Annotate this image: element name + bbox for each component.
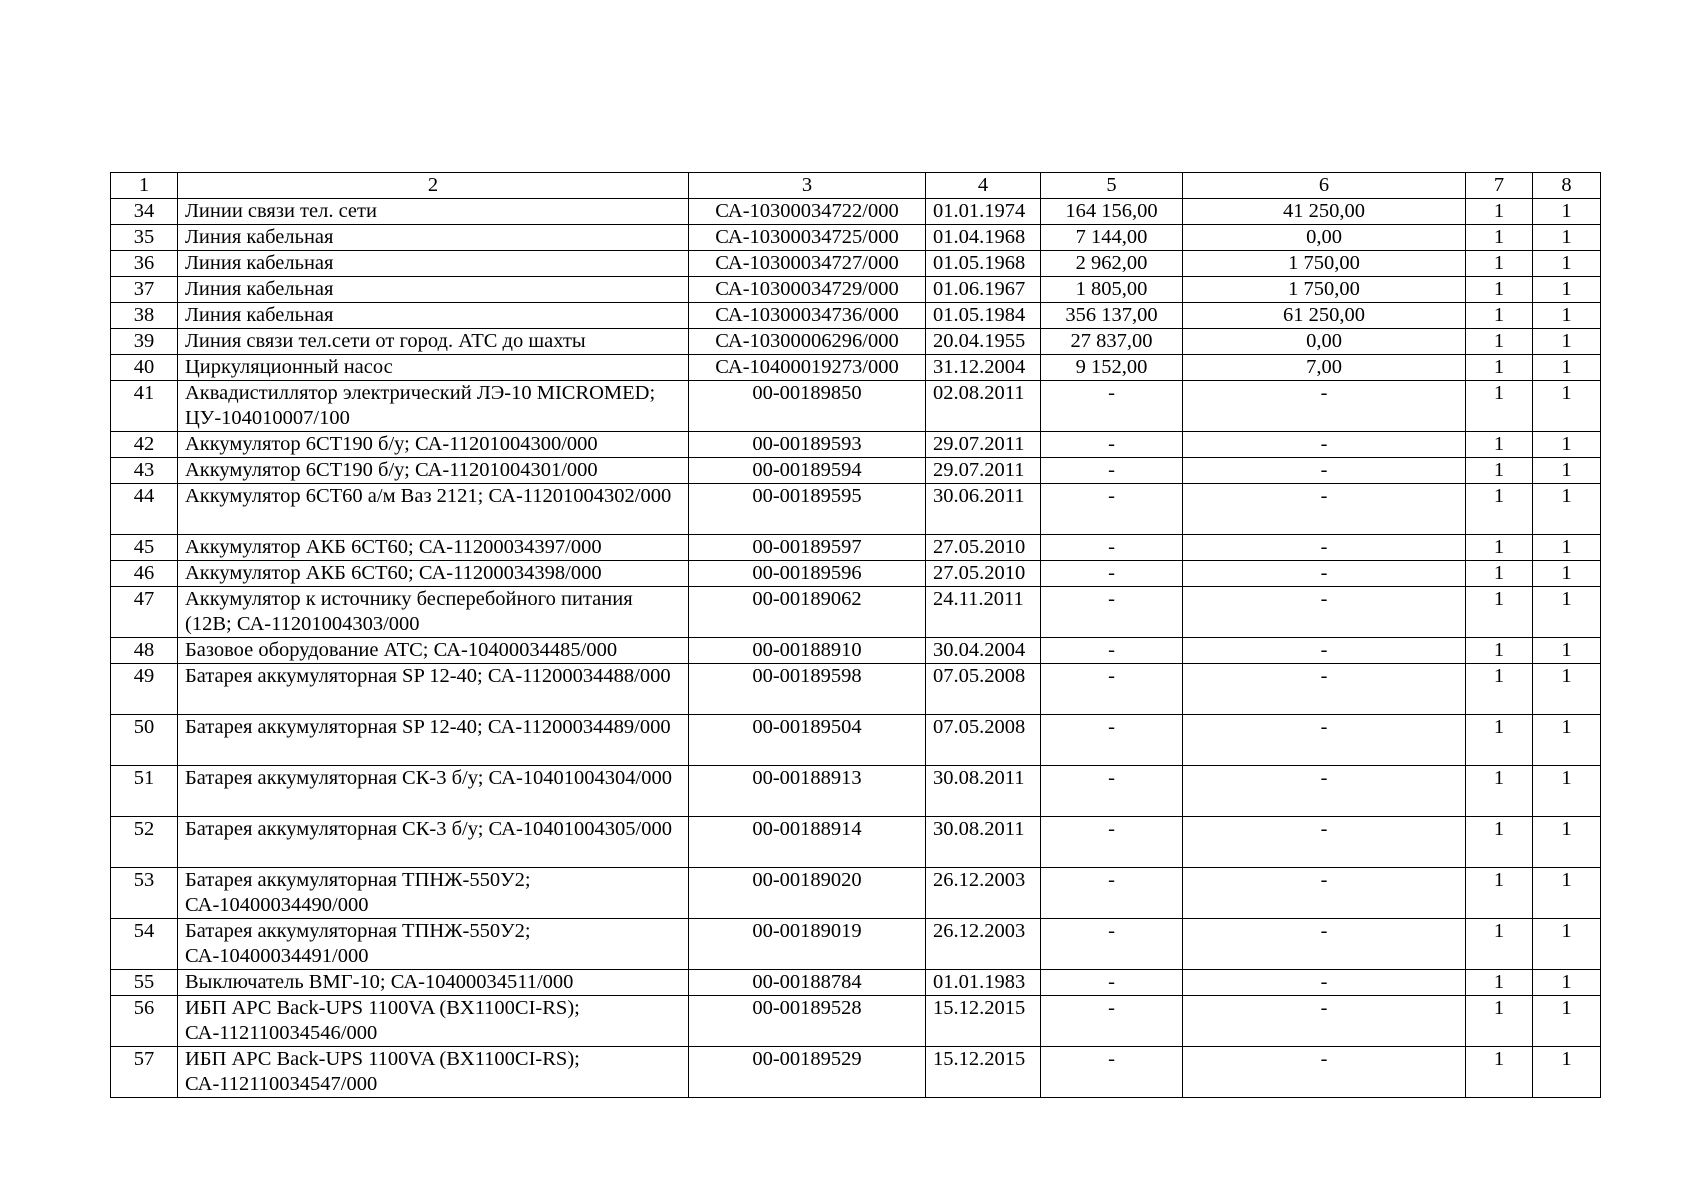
table-row <box>111 996 1601 1047</box>
row-number-cell: 47 <box>111 587 178 638</box>
date-cell: 26.12.2003 <box>926 919 1041 970</box>
col8-cell: 1 <box>1533 868 1601 919</box>
table-row <box>111 868 1601 919</box>
row-number-cell: 38 <box>111 303 178 329</box>
item-name-cell: Линия кабельная <box>178 277 689 303</box>
date-cell: 01.05.1984 <box>926 303 1041 329</box>
item-name-cell: Линия кабельная <box>178 251 689 277</box>
inventory-number-cell: 00-00189598 <box>689 664 926 715</box>
col8-cell: 1 <box>1533 458 1601 484</box>
date-cell: 27.05.2010 <box>926 535 1041 561</box>
item-name-cell: ИБП APC Back-UPS 1100VA (BX1100CI-RS); СА-112110034546/000 <box>178 996 689 1047</box>
residual-cost-cell: 1 750,00 <box>1183 277 1466 303</box>
inventory-number-cell: 00-00189062 <box>689 587 926 638</box>
inventory-number-cell: 00-00189019 <box>689 919 926 970</box>
item-name-cell: Линии связи тел. сети <box>178 199 689 225</box>
col8-cell: 1 <box>1533 996 1601 1047</box>
date-cell: 15.12.2015 <box>926 1047 1041 1098</box>
date-cell: 20.04.1955 <box>926 329 1041 355</box>
header-cell: 5 <box>1041 173 1183 199</box>
residual-cost-cell: 0,00 <box>1183 329 1466 355</box>
initial-cost-cell: - <box>1041 561 1183 587</box>
initial-cost-cell: - <box>1041 868 1183 919</box>
row-number-cell: 39 <box>111 329 178 355</box>
row-number-cell: 41 <box>111 381 178 432</box>
header-cell: 2 <box>178 173 689 199</box>
item-name-cell: Аккумулятор АКБ 6СТ60; СА-11200034397/000 <box>178 535 689 561</box>
inventory-number-cell: 00-00189596 <box>689 561 926 587</box>
residual-cost-cell: - <box>1183 996 1466 1047</box>
row-number-cell: 35 <box>111 225 178 251</box>
inventory-number-cell: СА-10300034729/000 <box>689 277 926 303</box>
inventory-number-cell: 00-00189597 <box>689 535 926 561</box>
col8-cell: 1 <box>1533 251 1601 277</box>
row-number-cell: 49 <box>111 664 178 715</box>
col7-cell: 1 <box>1466 587 1533 638</box>
header-cell: 4 <box>926 173 1041 199</box>
item-name-cell: ИБП APC Back-UPS 1100VA (BX1100CI-RS); СА-112110034547/000 <box>178 1047 689 1098</box>
item-name-cell: Батарея аккумуляторная ТПНЖ-550У2; СА-10400034491/000 <box>178 919 689 970</box>
col7-cell: 1 <box>1466 225 1533 251</box>
initial-cost-cell: - <box>1041 664 1183 715</box>
table-row <box>111 251 1601 277</box>
date-cell: 31.12.2004 <box>926 355 1041 381</box>
item-name-cell: Батарея аккумуляторная SP 12-40; СА-11200034489/000 <box>178 715 689 766</box>
table-row <box>111 484 1601 535</box>
col7-cell: 1 <box>1466 303 1533 329</box>
date-cell: 01.06.1967 <box>926 277 1041 303</box>
col8-cell: 1 <box>1533 355 1601 381</box>
inventory-number-cell: 00-00189595 <box>689 484 926 535</box>
residual-cost-cell: 0,00 <box>1183 225 1466 251</box>
row-number-cell: 42 <box>111 432 178 458</box>
item-name-cell: Батарея аккумуляторная SP 12-40; СА-11200034488/000 <box>178 664 689 715</box>
col8-cell: 1 <box>1533 638 1601 664</box>
row-number-cell: 44 <box>111 484 178 535</box>
date-cell: 24.11.2011 <box>926 587 1041 638</box>
col7-cell: 1 <box>1466 996 1533 1047</box>
col8-cell: 1 <box>1533 199 1601 225</box>
row-number-cell: 34 <box>111 199 178 225</box>
row-number-cell: 51 <box>111 766 178 817</box>
table-row <box>111 664 1601 715</box>
col7-cell: 1 <box>1466 868 1533 919</box>
table-row <box>111 355 1601 381</box>
table-row <box>111 225 1601 251</box>
table-row <box>111 303 1601 329</box>
inventory-number-cell: 00-00189593 <box>689 432 926 458</box>
row-number-cell: 45 <box>111 535 178 561</box>
col7-cell: 1 <box>1466 432 1533 458</box>
inventory-number-cell: 00-00188914 <box>689 817 926 868</box>
initial-cost-cell: 164 156,00 <box>1041 199 1183 225</box>
header-row <box>111 173 1601 199</box>
inventory-table <box>110 172 1601 1098</box>
col7-cell: 1 <box>1466 919 1533 970</box>
residual-cost-cell: 61 250,00 <box>1183 303 1466 329</box>
row-number-cell: 46 <box>111 561 178 587</box>
row-number-cell: 48 <box>111 638 178 664</box>
residual-cost-cell: - <box>1183 638 1466 664</box>
row-number-cell: 54 <box>111 919 178 970</box>
item-name-cell: Батарея аккумуляторная СК-3 б/у; СА-10401004304/000 <box>178 766 689 817</box>
initial-cost-cell: - <box>1041 1047 1183 1098</box>
table-row <box>111 535 1601 561</box>
table-row <box>111 432 1601 458</box>
initial-cost-cell: - <box>1041 432 1183 458</box>
initial-cost-cell: 7 144,00 <box>1041 225 1183 251</box>
residual-cost-cell: - <box>1183 715 1466 766</box>
date-cell: 01.01.1974 <box>926 199 1041 225</box>
header-cell: 1 <box>111 173 178 199</box>
col8-cell: 1 <box>1533 303 1601 329</box>
inventory-number-cell: СА-10300034722/000 <box>689 199 926 225</box>
col7-cell: 1 <box>1466 484 1533 535</box>
col8-cell: 1 <box>1533 561 1601 587</box>
residual-cost-cell: 1 750,00 <box>1183 251 1466 277</box>
inventory-number-cell: 00-00189594 <box>689 458 926 484</box>
inventory-number-cell: СА-10300006296/000 <box>689 329 926 355</box>
initial-cost-cell: - <box>1041 587 1183 638</box>
header-cell: 3 <box>689 173 926 199</box>
col8-cell: 1 <box>1533 225 1601 251</box>
item-name-cell: Аккумулятор АКБ 6СТ60; СА-11200034398/000 <box>178 561 689 587</box>
initial-cost-cell: - <box>1041 458 1183 484</box>
initial-cost-cell: - <box>1041 715 1183 766</box>
initial-cost-cell: - <box>1041 535 1183 561</box>
item-name-cell: Аккумулятор 6СТ60 а/м Ваз 2121; СА-11201004302/000 <box>178 484 689 535</box>
table-row <box>111 199 1601 225</box>
header-cell: 6 <box>1183 173 1466 199</box>
initial-cost-cell: 27 837,00 <box>1041 329 1183 355</box>
inventory-number-cell: 00-00188784 <box>689 970 926 996</box>
header-cell: 8 <box>1533 173 1601 199</box>
table-row <box>111 970 1601 996</box>
col8-cell: 1 <box>1533 1047 1601 1098</box>
residual-cost-cell: - <box>1183 817 1466 868</box>
item-name-cell: Линия кабельная <box>178 303 689 329</box>
table-row <box>111 715 1601 766</box>
col7-cell: 1 <box>1466 664 1533 715</box>
inventory-number-cell: СА-10300034725/000 <box>689 225 926 251</box>
col8-cell: 1 <box>1533 664 1601 715</box>
residual-cost-cell: - <box>1183 1047 1466 1098</box>
col8-cell: 1 <box>1533 381 1601 432</box>
date-cell: 30.08.2011 <box>926 766 1041 817</box>
date-cell: 07.05.2008 <box>926 715 1041 766</box>
col7-cell: 1 <box>1466 715 1533 766</box>
date-cell: 01.01.1983 <box>926 970 1041 996</box>
residual-cost-cell: - <box>1183 970 1466 996</box>
row-number-cell: 43 <box>111 458 178 484</box>
col8-cell: 1 <box>1533 766 1601 817</box>
col8-cell: 1 <box>1533 432 1601 458</box>
item-name-cell: Линия кабельная <box>178 225 689 251</box>
col8-cell: 1 <box>1533 535 1601 561</box>
table-row <box>111 458 1601 484</box>
row-number-cell: 56 <box>111 996 178 1047</box>
col7-cell: 1 <box>1466 970 1533 996</box>
col7-cell: 1 <box>1466 381 1533 432</box>
col8-cell: 1 <box>1533 587 1601 638</box>
inventory-number-cell: 00-00189528 <box>689 996 926 1047</box>
col7-cell: 1 <box>1466 458 1533 484</box>
residual-cost-cell: - <box>1183 458 1466 484</box>
item-name-cell: Аккумулятор 6СТ190 б/у; СА-11201004300/000 <box>178 432 689 458</box>
residual-cost-cell: - <box>1183 484 1466 535</box>
date-cell: 30.04.2004 <box>926 638 1041 664</box>
row-number-cell: 36 <box>111 251 178 277</box>
initial-cost-cell: - <box>1041 996 1183 1047</box>
col8-cell: 1 <box>1533 329 1601 355</box>
inventory-number-cell: 00-00188913 <box>689 766 926 817</box>
table-row <box>111 766 1601 817</box>
initial-cost-cell: 2 962,00 <box>1041 251 1183 277</box>
item-name-cell: Батарея аккумуляторная ТПНЖ-550У2; СА-10400034490/000 <box>178 868 689 919</box>
col7-cell: 1 <box>1466 277 1533 303</box>
col8-cell: 1 <box>1533 277 1601 303</box>
col7-cell: 1 <box>1466 199 1533 225</box>
initial-cost-cell: - <box>1041 919 1183 970</box>
residual-cost-cell: 41 250,00 <box>1183 199 1466 225</box>
initial-cost-cell: - <box>1041 638 1183 664</box>
date-cell: 26.12.2003 <box>926 868 1041 919</box>
item-name-cell: Батарея аккумуляторная СК-3 б/у; СА-10401004305/000 <box>178 817 689 868</box>
inventory-number-cell: СА-10300034736/000 <box>689 303 926 329</box>
date-cell: 29.07.2011 <box>926 432 1041 458</box>
table-row <box>111 587 1601 638</box>
col7-cell: 1 <box>1466 329 1533 355</box>
inventory-number-cell: 00-00189504 <box>689 715 926 766</box>
row-number-cell: 50 <box>111 715 178 766</box>
table-row <box>111 919 1601 970</box>
date-cell: 27.05.2010 <box>926 561 1041 587</box>
residual-cost-cell: - <box>1183 561 1466 587</box>
residual-cost-cell: - <box>1183 919 1466 970</box>
residual-cost-cell: - <box>1183 766 1466 817</box>
residual-cost-cell: - <box>1183 868 1466 919</box>
header-cell: 7 <box>1466 173 1533 199</box>
date-cell: 30.06.2011 <box>926 484 1041 535</box>
col7-cell: 1 <box>1466 1047 1533 1098</box>
table-row <box>111 329 1601 355</box>
inventory-number-cell: 00-00189850 <box>689 381 926 432</box>
table-row <box>111 1047 1601 1098</box>
initial-cost-cell: - <box>1041 970 1183 996</box>
residual-cost-cell: 7,00 <box>1183 355 1466 381</box>
inventory-number-cell: СА-10300034727/000 <box>689 251 926 277</box>
residual-cost-cell: - <box>1183 587 1466 638</box>
table-row <box>111 277 1601 303</box>
row-number-cell: 53 <box>111 868 178 919</box>
col7-cell: 1 <box>1466 766 1533 817</box>
item-name-cell: Циркуляционный насос <box>178 355 689 381</box>
table-row <box>111 638 1601 664</box>
col8-cell: 1 <box>1533 484 1601 535</box>
col7-cell: 1 <box>1466 638 1533 664</box>
col7-cell: 1 <box>1466 251 1533 277</box>
initial-cost-cell: - <box>1041 766 1183 817</box>
col7-cell: 1 <box>1466 535 1533 561</box>
item-name-cell: Аквадистиллятор электрический ЛЭ-10 MICROMED; ЦУ-104010007/100 <box>178 381 689 432</box>
row-number-cell: 40 <box>111 355 178 381</box>
residual-cost-cell: - <box>1183 664 1466 715</box>
date-cell: 15.12.2015 <box>926 996 1041 1047</box>
initial-cost-cell: - <box>1041 381 1183 432</box>
date-cell: 30.08.2011 <box>926 817 1041 868</box>
col8-cell: 1 <box>1533 919 1601 970</box>
item-name-cell: Линия связи тел.сети от город. АТС до шахты <box>178 329 689 355</box>
inventory-number-cell: СА-10400019273/000 <box>689 355 926 381</box>
item-name-cell: Аккумулятор 6СТ190 б/у; СА-11201004301/000 <box>178 458 689 484</box>
initial-cost-cell: 9 152,00 <box>1041 355 1183 381</box>
col7-cell: 1 <box>1466 355 1533 381</box>
item-name-cell: Выключатель ВМГ-10; СА-10400034511/000 <box>178 970 689 996</box>
row-number-cell: 37 <box>111 277 178 303</box>
date-cell: 02.08.2011 <box>926 381 1041 432</box>
date-cell: 01.04.1968 <box>926 225 1041 251</box>
table-row <box>111 817 1601 868</box>
col8-cell: 1 <box>1533 970 1601 996</box>
inventory-number-cell: 00-00189020 <box>689 868 926 919</box>
row-number-cell: 55 <box>111 970 178 996</box>
row-number-cell: 52 <box>111 817 178 868</box>
item-name-cell: Базовое оборудование АТС; СА-10400034485/000 <box>178 638 689 664</box>
table-row <box>111 561 1601 587</box>
col7-cell: 1 <box>1466 817 1533 868</box>
item-name-cell: Аккумулятор к источнику бесперебойного питания (12В; СА-11201004303/000 <box>178 587 689 638</box>
initial-cost-cell: 356 137,00 <box>1041 303 1183 329</box>
initial-cost-cell: - <box>1041 817 1183 868</box>
row-number-cell: 57 <box>111 1047 178 1098</box>
date-cell: 29.07.2011 <box>926 458 1041 484</box>
inventory-number-cell: 00-00188910 <box>689 638 926 664</box>
inventory-number-cell: 00-00189529 <box>689 1047 926 1098</box>
date-cell: 01.05.1968 <box>926 251 1041 277</box>
residual-cost-cell: - <box>1183 432 1466 458</box>
col8-cell: 1 <box>1533 817 1601 868</box>
residual-cost-cell: - <box>1183 535 1466 561</box>
date-cell: 07.05.2008 <box>926 664 1041 715</box>
table-row <box>111 381 1601 432</box>
col7-cell: 1 <box>1466 561 1533 587</box>
initial-cost-cell: 1 805,00 <box>1041 277 1183 303</box>
col8-cell: 1 <box>1533 715 1601 766</box>
residual-cost-cell: - <box>1183 381 1466 432</box>
initial-cost-cell: - <box>1041 484 1183 535</box>
